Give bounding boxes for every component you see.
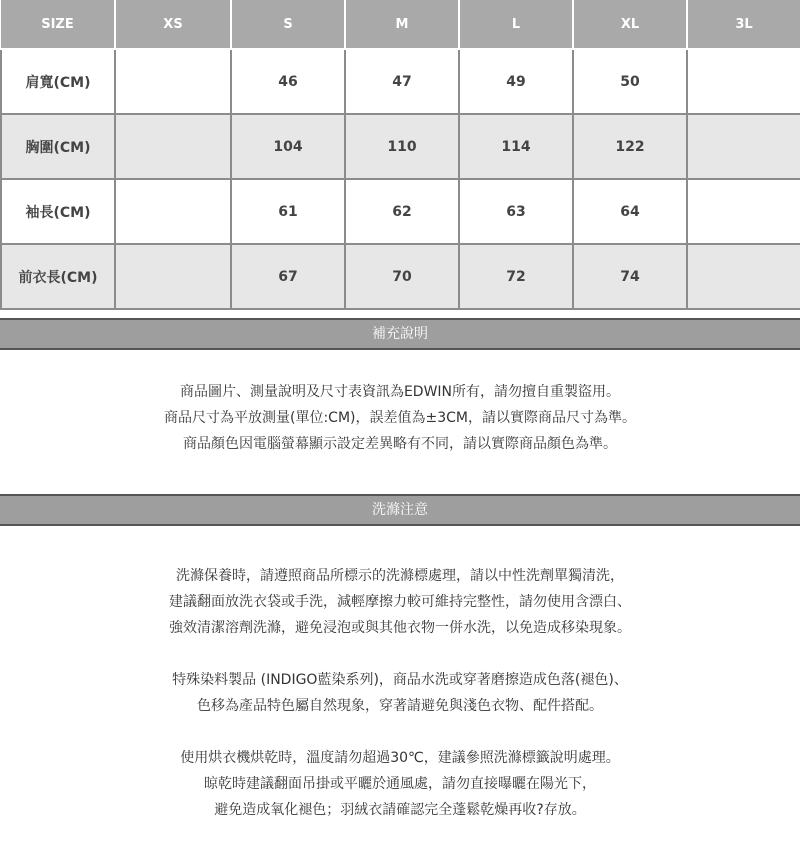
row-label: 肩寬(CM) (1, 49, 115, 114)
note-line: 使用烘衣機烘乾時，溫度請勿超過30℃，建議參照洗滌標籤說明處理。 (180, 750, 620, 766)
supplement-notes (0, 379, 800, 457)
table-cell (687, 244, 800, 309)
table-cell (115, 179, 231, 244)
table-cell: 47 (345, 49, 459, 114)
size-table (0, 0, 800, 310)
table-cell: 74 (573, 244, 687, 309)
note-line: 商品尺寸為平放測量(單位:CM)，誤差值為±3CM，請以實際商品尺寸為準。 (164, 410, 636, 426)
note-line: 強效清潔溶劑洗滌，避免浸泡或與其他衣物一併水洗，以免造成移染現象。 (169, 620, 631, 636)
size-header-label: SIZE (1, 0, 115, 49)
table-cell: 61 (231, 179, 345, 244)
table-cell: 122 (573, 114, 687, 179)
note-line: 晾乾時建議翻面吊掛或平曬於通風處，請勿直接曝曬在陽光下， (204, 776, 596, 792)
note-line: 洗滌保養時，請遵照商品所標示的洗滌標處理，請以中性洗劑單獨清洗， (176, 568, 624, 584)
table-cell (115, 244, 231, 309)
note-line: 避免造成氧化褪色；羽絨衣請確認完全蓬鬆乾燥再收?存放。 (214, 802, 586, 818)
row-label: 胸圍(CM) (1, 114, 115, 179)
table-cell (115, 114, 231, 179)
note-line: 商品顏色因電腦螢幕顯示設定差異略有不同，請以實際商品顏色為準。 (183, 436, 617, 452)
size-l: L (459, 0, 573, 49)
table-row (1, 114, 800, 179)
size-header-row (1, 0, 800, 49)
table-cell: 70 (345, 244, 459, 309)
row-label: 前衣長(CM) (1, 244, 115, 309)
table-row (1, 244, 800, 309)
table-cell: 110 (345, 114, 459, 179)
table-cell (115, 49, 231, 114)
note-line: 商品圖片、測量說明及尺寸表資訊為EDWIN所有，請勿擅自重製盜用。 (179, 384, 621, 400)
table-cell: 62 (345, 179, 459, 244)
table-row (1, 179, 800, 244)
supplement-banner: 補充說明 (0, 318, 800, 350)
table-cell: 67 (231, 244, 345, 309)
table-cell: 104 (231, 114, 345, 179)
washing-banner: 洗滌注意 (0, 494, 800, 526)
size-xl: XL (573, 0, 687, 49)
table-cell: 63 (459, 179, 573, 244)
table-cell (687, 49, 800, 114)
size-s: S (231, 0, 345, 49)
note-line: 色移為產品特色屬自然現象，穿著請避免與淺色衣物、配件搭配。 (197, 698, 603, 714)
table-cell: 114 (459, 114, 573, 179)
table-cell: 72 (459, 244, 573, 309)
table-row (1, 49, 800, 114)
note-line: 特殊染料製品 (INDIGO藍染系列)，商品水洗或穿著磨擦造成色落(褪色)、 (172, 672, 628, 688)
size-3l: 3L (687, 0, 800, 49)
table-cell (687, 179, 800, 244)
table-cell: 46 (231, 49, 345, 114)
table-cell (687, 114, 800, 179)
size-xs: XS (115, 0, 231, 49)
table-cell: 64 (573, 179, 687, 244)
table-cell: 49 (459, 49, 573, 114)
washing-notes (0, 563, 800, 823)
table-cell: 50 (573, 49, 687, 114)
note-line: 建議翻面放洗衣袋或手洗，減輕摩擦力較可維持完整性，請勿使用含漂白、 (169, 594, 631, 610)
row-label: 袖長(CM) (1, 179, 115, 244)
size-m: M (345, 0, 459, 49)
